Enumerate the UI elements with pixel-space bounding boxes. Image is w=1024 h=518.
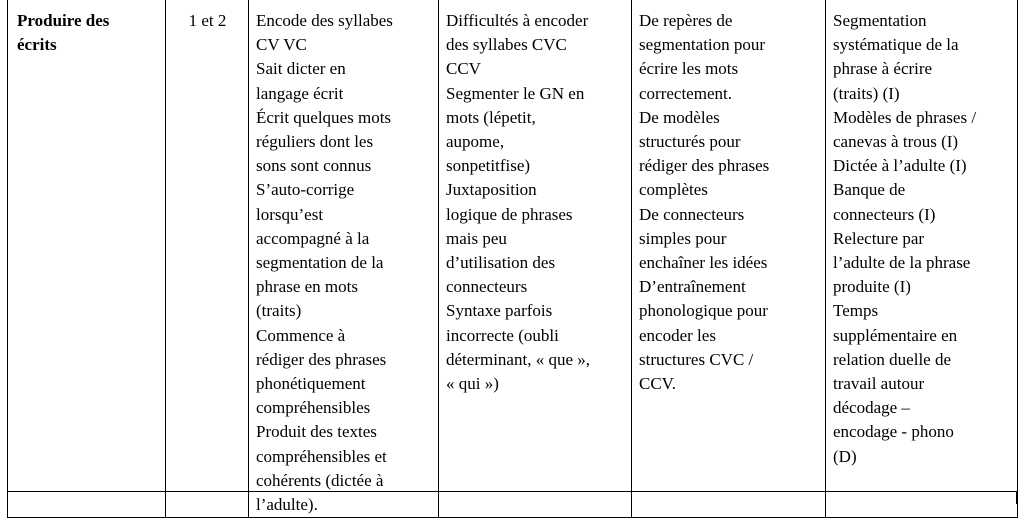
observation-line: S’auto-corrige	[256, 180, 355, 200]
observation-line: Sait dicter en	[256, 59, 346, 79]
support-line: Segmentation	[833, 11, 927, 30]
level-text: 1 et 2	[188, 11, 227, 30]
support-line: l’adulte de la phrase	[833, 253, 971, 273]
need-line: correctement.	[639, 83, 732, 103]
need-line: phonologique pour	[639, 301, 768, 321]
support-line: produite (I)	[833, 277, 911, 297]
observation-line: accompagné à la	[256, 228, 370, 248]
need-line: De repères de	[639, 11, 733, 30]
support-line: Dictée à l’adulte (I)	[833, 156, 967, 176]
difficulty-line: d’utilisation des	[446, 253, 556, 273]
need-line: CCV.	[639, 374, 677, 394]
observation-line: compréhensibles et	[256, 446, 387, 466]
need-line: De modèles	[639, 107, 720, 127]
observation-line: l’adulte).	[256, 495, 318, 515]
column-divider	[165, 492, 166, 504]
need-line: complètes	[639, 180, 708, 200]
column-divider	[438, 492, 439, 504]
observation-line: Commence à	[256, 325, 346, 345]
difficulty-line: mais peu	[446, 228, 507, 248]
support-line: relation duelle de	[833, 349, 952, 369]
domain-line: écrits	[17, 35, 57, 55]
observation-line: Écrit quelques mots	[256, 107, 392, 127]
assessment-table	[7, 0, 1018, 518]
support-line: travail autour	[833, 374, 925, 394]
difficulty-line: incorrecte (oubli	[446, 325, 559, 345]
difficulty-line: CCV	[446, 59, 481, 79]
need-line: rédiger des phrases	[639, 156, 770, 176]
difficulty-line: Segmenter le GN en	[446, 83, 585, 103]
need-line: encoder les	[639, 325, 716, 345]
need-line: enchaîner les idées	[639, 253, 768, 273]
support-line: phrase à écrire	[833, 59, 933, 79]
difficulty-line: aupome,	[446, 132, 505, 152]
domain-line: Produire des	[17, 11, 110, 30]
column-divider	[631, 492, 632, 504]
need-line: structurés pour	[639, 132, 741, 152]
observation-line: cohérents (dictée à	[256, 470, 384, 490]
next-row-border	[7, 491, 1017, 504]
difficulty-line: Juxtaposition	[446, 180, 537, 200]
column-divider	[248, 492, 249, 504]
observation-line: lorsqu’est	[256, 204, 324, 224]
observation-line: phrase en mots	[256, 277, 358, 297]
support-line: systématique de la	[833, 35, 959, 55]
difficulty-line: sonpetitfise)	[446, 156, 531, 176]
support-line: supplémentaire en	[833, 325, 958, 345]
difficulty-line: Difficultés à encoder	[446, 11, 589, 30]
need-line: structures CVC /	[639, 349, 754, 369]
difficulty-line: logique de phrases	[446, 204, 573, 224]
difficulty-line: « qui »)	[446, 374, 499, 394]
column-divider	[1016, 492, 1017, 504]
support-line: (traits) (I)	[833, 83, 900, 103]
need-line: écrire les mots	[639, 59, 739, 79]
support-line: Relecture par	[833, 228, 925, 248]
needs-cell	[632, 0, 826, 518]
domain-cell	[8, 0, 166, 518]
need-line: simples pour	[639, 228, 727, 248]
difficulty-line: des syllabes CVC	[446, 35, 567, 55]
observation-line: sons sont connus	[256, 156, 372, 176]
need-line: segmentation pour	[639, 35, 766, 55]
support-line: Modèles de phrases /	[833, 107, 977, 127]
difficulty-line: déterminant, « que »,	[446, 349, 590, 369]
support-line: (D)	[833, 446, 857, 466]
support-line: Banque de	[833, 180, 906, 200]
support-line: encodage - phono	[833, 422, 954, 442]
need-line: D’entraînement	[639, 277, 746, 297]
observation-line: phonétiquement	[256, 374, 366, 394]
observations-cell	[249, 0, 439, 518]
observation-line: langage écrit	[256, 83, 344, 103]
observation-line: rédiger des phrases	[256, 349, 387, 369]
observation-line: Produit des textes	[256, 422, 377, 442]
column-divider	[7, 492, 8, 504]
table-row	[8, 0, 1018, 518]
support-line: Temps	[833, 301, 879, 321]
supports-cell	[826, 0, 1018, 518]
observation-line: (traits)	[256, 301, 302, 321]
observation-line: Encode des syllabes	[256, 11, 393, 30]
need-line: De connecteurs	[639, 204, 745, 224]
support-line: décodage –	[833, 398, 910, 418]
level-cell	[166, 0, 249, 518]
observation-line: compréhensibles	[256, 398, 371, 418]
difficulties-cell	[439, 0, 632, 518]
observation-line: segmentation de la	[256, 253, 384, 273]
difficulty-line: connecteurs	[446, 277, 528, 297]
support-line: canevas à trous (I)	[833, 132, 959, 152]
difficulty-line: mots (lépetit,	[446, 107, 536, 127]
column-divider	[825, 492, 826, 504]
observation-line: réguliers dont les	[256, 132, 374, 152]
difficulty-line: Syntaxe parfois	[446, 301, 553, 321]
support-line: connecteurs (I)	[833, 204, 936, 224]
observation-line: CV VC	[256, 35, 307, 55]
